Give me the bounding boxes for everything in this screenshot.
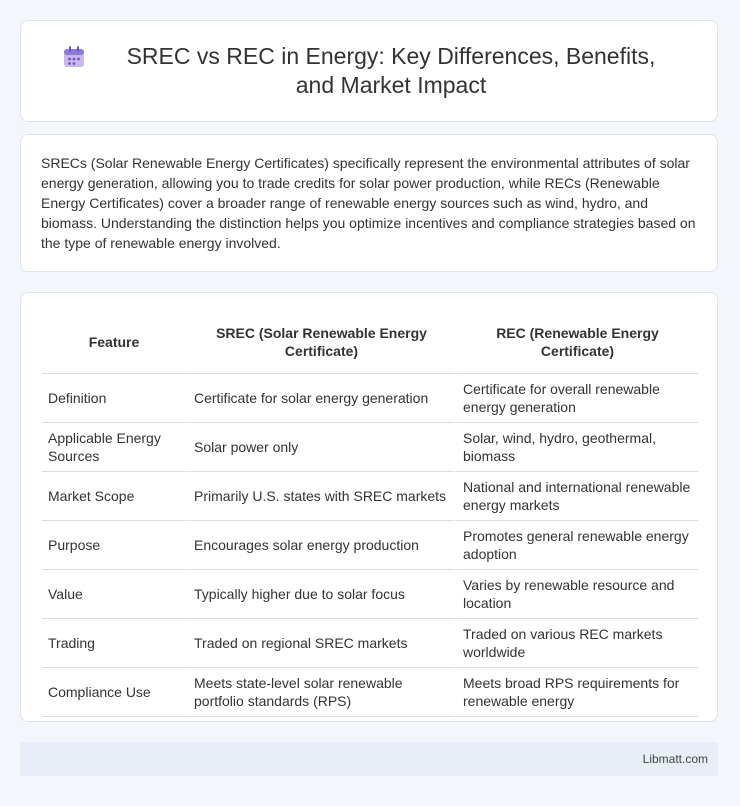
table-row xyxy=(42,619,698,668)
comparison-table xyxy=(42,311,698,717)
comparison-card xyxy=(20,292,718,722)
rec-cell: Meets broad RPS requirements for renewable energy xyxy=(455,668,698,717)
footer-bar xyxy=(20,742,718,776)
srec-cell: Encourages solar energy production xyxy=(186,521,455,570)
feature-cell: Market Scope xyxy=(42,472,186,521)
srec-cell: Typically higher due to solar focus xyxy=(186,570,455,619)
footer-brand-link[interactable]: Libmatt.com xyxy=(642,752,708,766)
rec-cell: National and international renewable energy markets xyxy=(455,472,698,521)
title-card xyxy=(20,20,718,122)
table-row xyxy=(42,570,698,619)
feature-cell: Trading xyxy=(42,619,186,668)
column-header-srec: SREC (Solar Renewable Energy Certificate) xyxy=(186,311,455,374)
column-header-rec: REC (Renewable Energy Certificate) xyxy=(455,311,698,374)
table-row xyxy=(42,472,698,521)
srec-cell: Traded on regional SREC markets xyxy=(186,619,455,668)
feature-cell: Definition xyxy=(42,374,186,423)
table-row xyxy=(42,374,698,423)
feature-cell: Value xyxy=(42,570,186,619)
feature-cell: Purpose xyxy=(42,521,186,570)
srec-cell: Certificate for solar energy generation xyxy=(186,374,455,423)
page-title: SREC vs REC in Energy: Key Differences, Benefits, and Market Impact xyxy=(126,43,656,98)
rec-cell: Traded on various REC markets worldwide xyxy=(455,619,698,668)
srec-cell: Solar power only xyxy=(186,423,455,472)
calendar-icon xyxy=(61,44,87,70)
table-row xyxy=(42,521,698,570)
column-header-feature: Feature xyxy=(42,311,186,374)
rec-cell: Varies by renewable resource and location xyxy=(455,570,698,619)
intro-paragraph: SRECs (Solar Renewable Energy Certificates) specifically represent the environmental attributes of solar energy generation, allowing you to trade credits for solar power production, while RECs (Renewable Energy Certificates) cover a broader range of renewable energy sources such as wind, hydro, and biomass. Understanding the distinction helps you optimize incentives and compliance strategies based on the type of renewable energy involved. xyxy=(41,155,696,251)
rec-cell: Solar, wind, hydro, geothermal, biomass xyxy=(455,423,698,472)
srec-cell: Meets state-level solar renewable portfolio standards (RPS) xyxy=(186,668,455,717)
table-row xyxy=(42,668,698,717)
feature-cell: Applicable Energy Sources xyxy=(42,423,186,472)
title-wrap xyxy=(21,21,717,121)
table-header-row xyxy=(42,311,698,374)
feature-cell: Compliance Use xyxy=(42,668,186,717)
srec-cell: Primarily U.S. states with SREC markets xyxy=(186,472,455,521)
table-row xyxy=(42,423,698,472)
rec-cell: Certificate for overall renewable energy generation xyxy=(455,374,698,423)
intro-card xyxy=(20,134,718,272)
rec-cell: Promotes general renewable energy adoption xyxy=(455,521,698,570)
